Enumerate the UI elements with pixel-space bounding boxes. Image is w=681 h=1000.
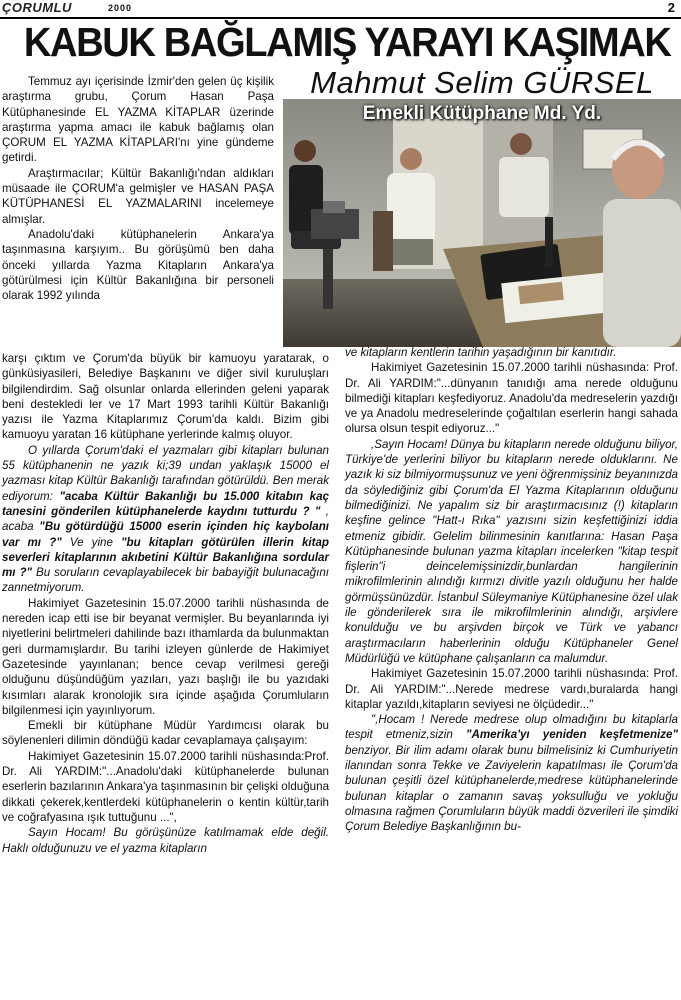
paragraph: Hakimiyet Gazetesinin 15.07.2000 tarihli nüshasında: Prof. Dr. Ali YARDIM:"...Nerede medrese vardı,buralarda hangi kitaplar yazıldı,kitapların seviyesi ne ölçüdedir...": [345, 667, 678, 711]
italic-text: , acaba: [2, 504, 329, 534]
paragraph: ve kitapların kentlerin tarihin yaşadığının bir kanıtıdır.: [345, 346, 617, 359]
page-header: [0, 0, 681, 18]
bold-question: "bu kitapları götürülen illerin kitap severleri kitaplarının akıbetini Kültür Bakanlığına sordular mı ?": [2, 535, 329, 580]
left-column-top: [2, 74, 274, 303]
italic-text: benziyor. Bir ilim adamı olarak bunu bilmelisiniz ki Cumhuriyetin ilanından sonra Tekke ve Zaviyelerin kapatılması ile Çorum'da bulunan çeşitli özel kütüphanelerde,medrese kütüphanelerinde bulunan kitaplar o zamanın savaş yoksulluğu ve yokluğu olmasına rağmen Çorumluların büyük maddi özverileri ile şimdiki Çorum Belediye Başkanlığının bu-: [345, 743, 678, 834]
meeting-photo: [283, 99, 681, 347]
paragraph: Hakimiyet Gazetesinin 15.07.2000 tarihli nüshasında de nereden icap etti ise bir beyanat vermişler. Bu beyanlarında iyi niyetlerini belirtmeleri dahilinde bazı ithamlarda da bulunmaktan geri durmamışlardır. Bu tarihi izleyen günlerde de Hakimiyet Gazetesinde yayınlanan; bence cevap verilmesi gereği olduğunu düşündüğüm yazıları, yazı başlığı ile bu yazıdaki kısımları alarak kronolojik sıra içinde aşağıda Çorumluların bilgilenmesi için yayınlıyorum.: [2, 596, 329, 717]
paragraph: [2, 443, 329, 596]
italic-text: ",Hocam ! Nerede medrese olup olmadığını bu kitaplarla tespit etmeniz,sizin: [345, 713, 678, 742]
paragraph: Emekli bir kütüphane Müdür Yardımcısı olarak bu söylenenleri dilimin döndüğü kadar cevaplamaya çalışayım:: [2, 719, 329, 748]
bold-question: "Bu götürdüğü 15000 eserin içinden hiç kaybolanı var mı ?": [2, 520, 329, 549]
italic-text: O yıllarda Çorum'daki el yazmaları gibi kitapları bulunan 55 kütüphanenin ne yazık ki;39 undan yaklaşık 15000 el yazması kitap Kültür Bakanlığı tarafından götürüldü. Ben merak ediyorum:: [2, 443, 329, 503]
meeting-photo-icon: [283, 99, 681, 347]
paragraph: Temmuz ayı içerisinde İzmir'den gelen üç kişilik araştırma grubu, Çorum Hasan Paşa Kütüphanesinde EL YAZMA KİTAPLAR üzerinde araştırma yapma amacı ile kabuk bağlamış olan ÇORUM EL YAZMA KİTAPLARI'nı yine gündeme getirdi.: [2, 75, 274, 165]
paragraph: karşı çıktım ve Çorum'da büyük bir kamuoyu yaratarak, o günküsiyasileri, Belediye Başkanını ve diğer sivil kuruluşları bilgilendirdim. Sağ olsunlar onlarda ellerinden geleni yaparak beni destekledi ler ve 17 Mart 1993 tarihli Kültür Bakanlığı yazısı ile Yazma Kitaplarımız Çorum'da kaldı. Bizim gibi kamuoyu yaratan 16 kütüphane yerlerinde kalmış oluyor.: [2, 352, 329, 442]
paragraph: [345, 712, 678, 834]
article-headline: KABUK BAĞLAMIŞ YARAYI KAŞIMAK: [23, 19, 671, 65]
paragraph: Hakimiyet Gazetesinin 15.07.2000 tarihli nüshasında:Prof. Dr. Ali YARDIM:"...Anadolu'daki kütüphanelerde bulunan eserlerin bazılarının Ankara'ya taşınmasının bir çelişki olduğuna dikkati çekerek,kentlerdeki kütüphanelerin o kentin kültür,tarih ve coğrafyasına ışık tuttuğunu ...",: [2, 749, 330, 824]
paragraph: Sayın Hocam! Bu görüşünüze katılmamak elde değil. Haklı olduğunuzu ve el yazma kitapların: [2, 826, 329, 855]
paragraph: Anadolu'daki kütüphanelerin Ankara'ya taşınmasına karşıyım.. Bu görüşümü ben daha önceki yıllarda Yazma Kitapların Ankara'ya götürülmesi için Kültür Bakanlığına bir personeli olarak 1992 yılında: [2, 227, 274, 303]
issue-year: 2000: [108, 3, 133, 13]
paragraph: Hakimiyet Gazetesinin 15.07.2000 tarihli nüshasında: Prof. Dr. Ali YARDIM:"...dünyanın tanıdığı ama nerede olduğunu bilmediği kitapları keşfediyoruz. Anadolu'da medreselerin yazdığı ve ya Anadolu medreselerinde çoğaltılan eserlerin hangi sahada olursa olsun tespit ediyoruz...": [345, 361, 678, 436]
page-number: 2: [667, 0, 675, 15]
author-name: Mahmut Selim GÜRSEL: [310, 65, 654, 100]
left-column-bottom: [2, 351, 329, 856]
author-role: Emekli Kütüphane Md. Yd.: [362, 103, 602, 124]
right-column: [345, 345, 678, 835]
bold-phrase: "Amerika'yı yeniden keşfetmenize": [465, 728, 678, 742]
newspaper-logo: ÇORUMLU: [2, 0, 72, 15]
bold-question: "acaba Kültür Bakanlığı bu 15.000 kitabın kaç tanesini gönderilen kütüphanelerde kaydını tutturdu ? ": [2, 489, 329, 518]
paragraph: Araştırmacılar; Kültür Bakanlığı'ndan aldıkları müsaade ile ÇORUM'a gelmişler ve HASAN PAŞA KÜTÜPHANESİ EL YAZMALARINI incelemeye almışlar.: [2, 166, 274, 226]
italic-text: Ve yine: [69, 535, 113, 549]
italic-text: Bu soruların cevaplayabilecek bir babayiğit bulunacağını zannetmiyorum.: [2, 566, 329, 595]
paragraph: ,Sayın Hocam! Dünya bu kitapların nerede olduğunu biliyor, Türkiye'de yerlerini biliyor bu kitapların nerede olduklarını. Ne yazık ki siz bilmiyormuşsunuz ve yeni öğrenmişsiniz beyanınızda da söylediğiniz gibi Çorum'da El Yazma Kitaplarının olduğunu bilmediğinizi. Ne yapalım siz bir araştırmacısınız (!) kitapların keşfine gelince "Hatt-ı Rıka" yazısını sizin keşfettiğinizi iddia etmeniz gibidir. Gelelim bilinmesinin kanıtlarına: Hasan Paşa Kütüphanesinde bulunan yazma kitapları incelerken "kitap tespit fişlerin"i deincelemişsinizdir,bunlardan hangilerinin mikrofilmlerinin alındığı kırmızı divitle yazılı olduğunu her halde görmüşsünüzdür. İstanbul Süleymaniye Kütüphanesine özel ulak ile gönderilerek sıra ile mikrofilmlerinin alındığı, arşivlere konulduğu ve bu arşivden birçok ve Türk ve yabancı araştırmacıların haberlerinin olduğu Kütüphaneler Genel Müdürlüğü ve kütüphane çalışanların ca malumdur.: [345, 437, 678, 665]
